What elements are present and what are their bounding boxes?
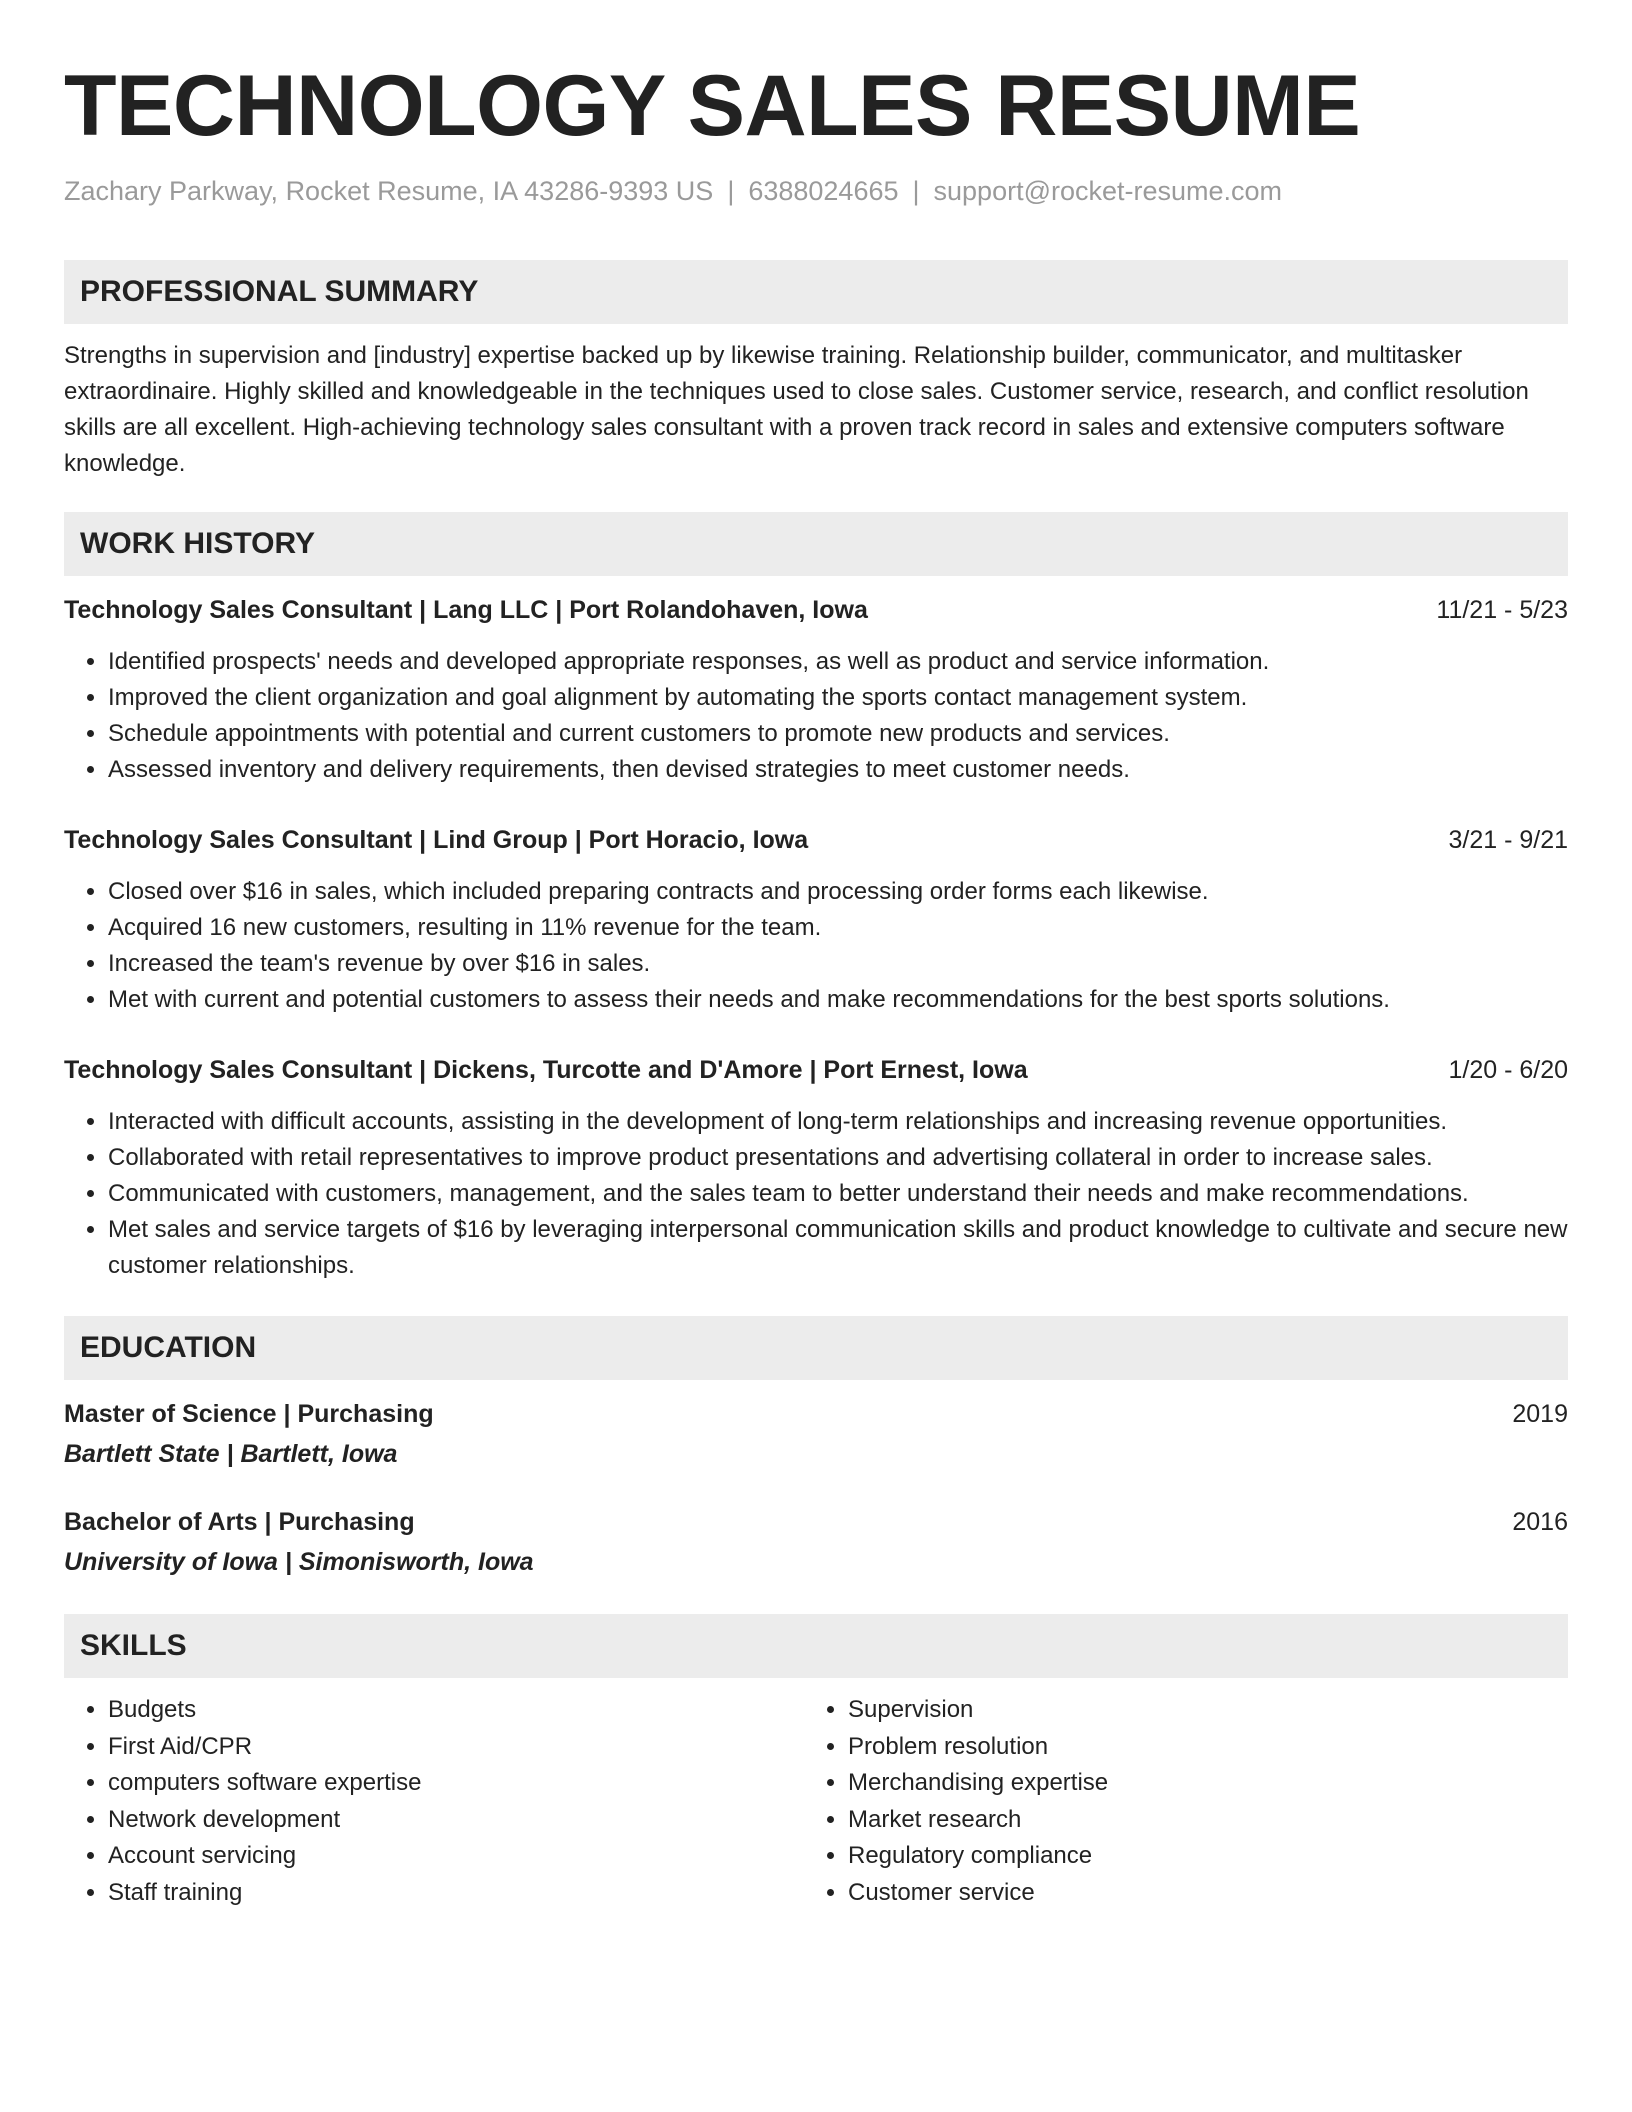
skill-item: • Budgets xyxy=(108,1692,804,1729)
education-header xyxy=(64,1396,1568,1432)
job-entry xyxy=(64,592,1568,788)
contact-email[interactable]: support@rocket-resume.com xyxy=(933,176,1283,206)
skill-item: • Problem resolution xyxy=(848,1729,1544,1766)
summary-text: Strengths in supervision and [industry] expertise backed up by likewise training. Relationship builder, communicator, and multitasker extraordinaire. Highly skilled and knowledgeable in the techniques used to close sales. Customer service, research, and conflict resolution skills are all excellent. High-achieving technology sales consultant with a proven track record in sales and extensive computers software knowledge. xyxy=(64,342,1529,477)
job-entry xyxy=(64,822,1568,1018)
section-heading-summary: PROFESSIONAL SUMMARY xyxy=(64,260,1568,324)
skills-column-right xyxy=(804,1692,1544,1911)
contact-separator: | xyxy=(727,176,735,206)
job-bullet: • Schedule appointments with potential and current customers to promote new products and services. xyxy=(108,716,1568,752)
job-bullet: • Assessed inventory and delivery requirements, then devised strategies to meet customer needs. xyxy=(108,752,1568,788)
job-bullets xyxy=(64,874,1568,1018)
skill-item: • First Aid/CPR xyxy=(108,1729,804,1766)
education-degree: Master of Science | Purchasing xyxy=(64,1400,434,1428)
skills-list xyxy=(64,1692,1568,1911)
education-year: 2019 xyxy=(1512,1400,1568,1428)
job-header xyxy=(64,822,1568,858)
education-year: 2016 xyxy=(1512,1508,1568,1536)
section-heading-work-history: WORK HISTORY xyxy=(64,512,1568,576)
skill-item: • Merchandising expertise xyxy=(848,1765,1544,1802)
job-bullets xyxy=(64,644,1568,788)
skill-item: • Staff training xyxy=(108,1875,804,1912)
section-heading-education: EDUCATION xyxy=(64,1316,1568,1380)
job-date: 11/21 - 5/23 xyxy=(1436,596,1568,624)
job-bullet: • Collaborated with retail representatives to improve product presentations and advertising collateral in order to increase sales. xyxy=(108,1140,1568,1176)
job-bullet: • Met sales and service targets of $16 by leveraging interpersonal communication skills and product knowledge to cultivate and secure new customer relationships. xyxy=(108,1212,1568,1284)
job-bullets xyxy=(64,1104,1568,1284)
job-title: Technology Sales Consultant | Lang LLC | Port Rolandohaven, Iowa xyxy=(64,596,868,624)
job-entry xyxy=(64,1052,1568,1284)
contact-line xyxy=(64,174,1568,208)
education-school: University of Iowa | Simonisworth, Iowa xyxy=(64,1548,534,1576)
education-entry xyxy=(64,1396,1568,1472)
job-bullet: • Identified prospects' needs and developed appropriate responses, as well as product and service information. xyxy=(108,644,1568,680)
skill-item: • Market research xyxy=(848,1802,1544,1839)
job-bullet: • Closed over $16 in sales, which included preparing contracts and processing order forms each likewise. xyxy=(108,874,1568,910)
job-bullet: • Interacted with difficult accounts, assisting in the development of long-term relationships and increasing revenue opportunities. xyxy=(108,1104,1568,1140)
skill-item: • Customer service xyxy=(848,1875,1544,1912)
education-degree: Bachelor of Arts | Purchasing xyxy=(64,1508,415,1536)
skill-item: • computers software expertise xyxy=(108,1765,804,1802)
job-bullet: • Increased the team's revenue by over $16 in sales. xyxy=(108,946,1568,982)
job-bullet: • Acquired 16 new customers, resulting in 11% revenue for the team. xyxy=(108,910,1568,946)
job-bullet: • Improved the client organization and goal alignment by automating the sports contact management system. xyxy=(108,680,1568,716)
skill-item: • Supervision xyxy=(848,1692,1544,1729)
skill-item: • Network development xyxy=(108,1802,804,1839)
job-bullet: • Communicated with customers, management, and the sales team to better understand their needs and make recommendations. xyxy=(108,1176,1568,1212)
job-bullet: • Met with current and potential customers to assess their needs and make recommendations for the best sports solutions. xyxy=(108,982,1568,1018)
contact-phone: 6388024665 xyxy=(748,176,899,206)
skill-item: • Account servicing xyxy=(108,1838,804,1875)
job-title: Technology Sales Consultant | Dickens, Turcotte and D'Amore | Port Ernest, Iowa xyxy=(64,1056,1028,1084)
job-header xyxy=(64,592,1568,628)
section-heading-skills: SKILLS xyxy=(64,1614,1568,1678)
education-entry xyxy=(64,1504,1568,1580)
job-date: 3/21 - 9/21 xyxy=(1448,826,1568,854)
contact-separator: | xyxy=(912,176,920,206)
contact-address: Zachary Parkway, Rocket Resume, IA 43286-9393 US xyxy=(64,176,714,206)
skills-column-left xyxy=(64,1692,804,1911)
job-date: 1/20 - 6/20 xyxy=(1448,1056,1568,1084)
education-header xyxy=(64,1504,1568,1540)
education-school: Bartlett State | Bartlett, Iowa xyxy=(64,1440,398,1468)
resume-title: TECHNOLOGY SALES RESUME xyxy=(64,58,1361,154)
job-header xyxy=(64,1052,1568,1088)
skill-item: • Regulatory compliance xyxy=(848,1838,1544,1875)
job-title: Technology Sales Consultant | Lind Group | Port Horacio, Iowa xyxy=(64,826,809,854)
